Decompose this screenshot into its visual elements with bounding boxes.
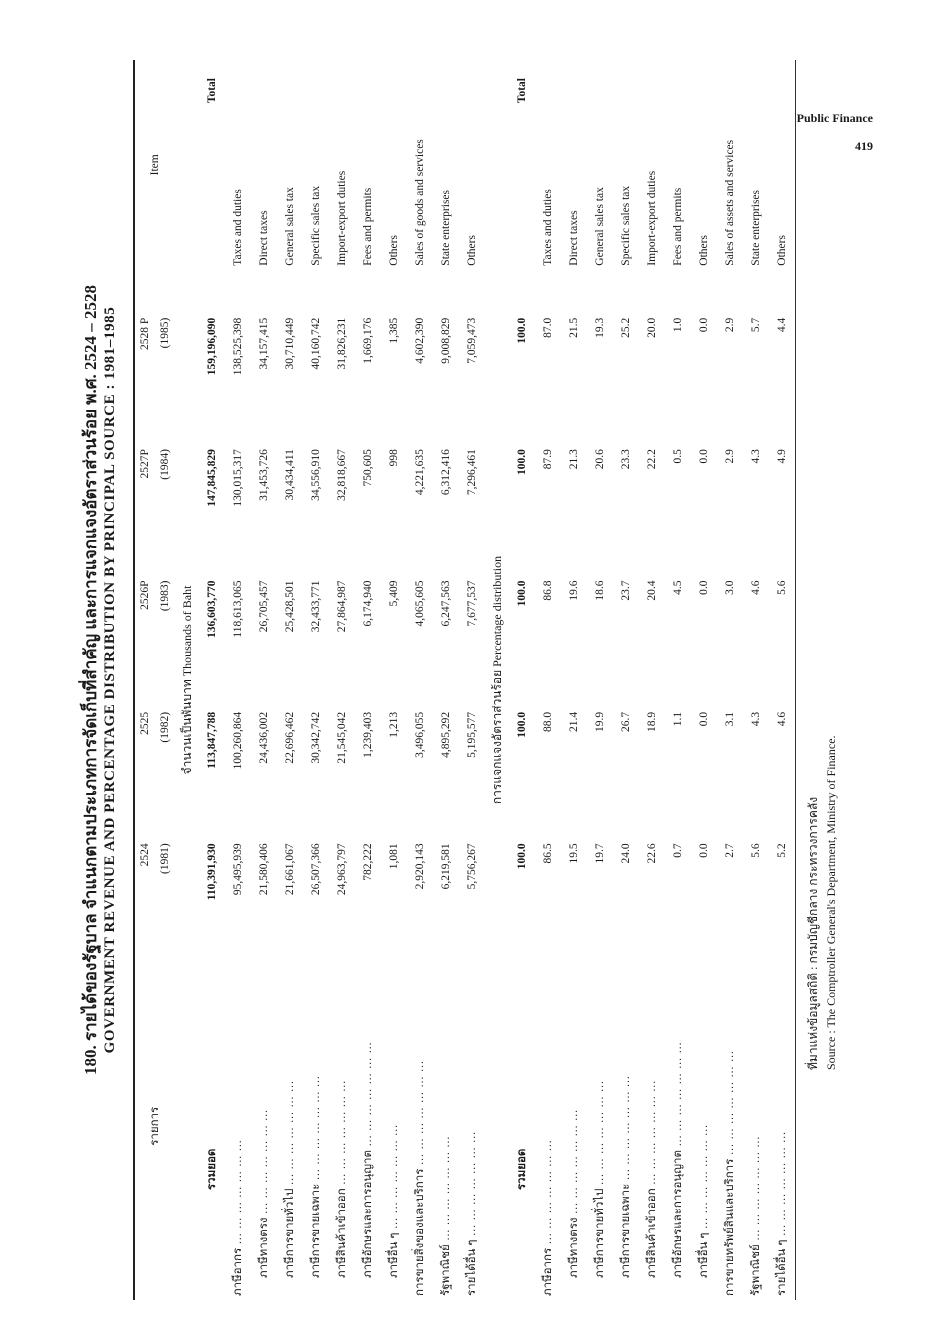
row-value: 782,222	[362, 843, 374, 881]
row-value: 20.6	[594, 449, 606, 470]
row-label-thai: ภาษีอากร ... .	[535, 953, 561, 1300]
row-value: 21,661,067	[284, 843, 296, 896]
row-label-thai: ภาษีทางตรง ... .	[561, 953, 587, 1300]
table-row	[381, 60, 407, 1300]
row-value: 1.1	[672, 711, 684, 727]
row-label-thai: การขายทรัพย์สินและบริการ ... .	[717, 953, 743, 1300]
row-value: 2.9	[724, 449, 736, 464]
row-value: 4,895,292	[440, 711, 452, 758]
row-value: 24.0	[620, 843, 632, 864]
row-value: 21.3	[568, 449, 580, 470]
section-title: Public Finance	[796, 111, 873, 125]
row-value: 1,669,176	[362, 317, 374, 364]
row-value: 18.9	[646, 711, 658, 733]
row-label-thai: ภาษีสินค้าเข้าออก ... .	[329, 953, 355, 1300]
row-value: 21.4	[568, 711, 580, 733]
row-value: 1,239,403	[362, 711, 374, 758]
amount-section	[175, 60, 485, 1300]
row-label-english: Others	[776, 235, 788, 266]
row-value: 34,157,415	[258, 317, 270, 370]
row-value: 5.2	[776, 843, 788, 858]
row-value: 4,602,390	[414, 317, 426, 364]
row-value: 27,864,987	[336, 580, 348, 633]
row-label-thai: รัฐพาณิชย์ ... .	[743, 953, 769, 1300]
row-label-english: Others	[698, 235, 710, 266]
row-value: 100.0	[516, 580, 528, 607]
table-row	[769, 60, 795, 1300]
row-label-thai: ภาษีอักษรและการอนุญาต ... .	[665, 953, 691, 1300]
row-label-thai: รัฐพาณิชย์ ... .	[433, 953, 459, 1300]
row-label-english: Sales of assets and services	[724, 139, 736, 266]
row-value: 5.7	[750, 317, 762, 333]
row-value: 31,826,231	[336, 317, 348, 370]
row-value: 26.7	[620, 711, 632, 733]
row-value: 0.0	[698, 317, 710, 333]
rotated-table-page	[80, 60, 860, 1300]
row-value: 100.0	[516, 449, 528, 475]
table-row	[665, 60, 691, 1300]
row-value: 1,213	[388, 711, 400, 738]
row-value: 21,580,406	[258, 843, 270, 896]
row-label-english: Import-export duties	[646, 170, 658, 266]
row-value: 110,391,930	[206, 843, 218, 901]
row-value: 23.3	[620, 449, 632, 470]
row-label-english: Others	[388, 235, 400, 266]
row-value: 31,453,726	[258, 449, 270, 501]
source-note	[804, 60, 840, 1300]
table-row	[355, 60, 381, 1300]
year-header-ad: (1985)	[159, 317, 171, 349]
row-value: 0.0	[698, 449, 710, 464]
table-row	[717, 60, 743, 1300]
row-value: 159,196,090	[206, 317, 218, 376]
row-label-english: General sales tax	[284, 187, 296, 266]
row-label-thai: ภาษีอักษรและการอนุญาต ... .	[355, 953, 381, 1300]
row-value: 30,342,742	[310, 711, 322, 764]
row-value: 0.0	[698, 843, 710, 858]
row-label-thai: รวมยอด	[206, 1148, 218, 1190]
item-thai-header: รายการ	[149, 1106, 161, 1146]
row-value: 20.4	[646, 580, 658, 601]
row-label-thai: ภาษีอื่น ๆ ... .	[381, 953, 407, 1300]
row-value: 25.2	[620, 317, 632, 338]
row-value: 22.2	[646, 449, 658, 470]
row-value: 26,507,366	[310, 843, 322, 896]
row-label-english: General sales tax	[594, 187, 606, 266]
amount-section-label: จำนวนเป็นพันบาท Thousands of Baht	[179, 585, 194, 775]
row-value: 19.6	[568, 580, 580, 601]
row-value: 2.7	[724, 843, 736, 858]
row-value: 88.0	[542, 711, 554, 733]
table-row	[459, 60, 485, 1300]
row-value: 6,247,563	[440, 580, 452, 627]
row-value: 5,195,577	[466, 711, 478, 758]
source-thai: ที่มาแห่งข้อมูลสถิติ : กรมบัญชีกลาง กระทรวงการคลัง	[806, 796, 820, 1070]
year-header-be: 2528 P	[139, 317, 151, 350]
row-label-english: Total	[516, 78, 528, 104]
table-row	[407, 60, 433, 1300]
row-label-english: Specific sales tax	[620, 185, 632, 266]
row-value: 3.1	[724, 711, 736, 727]
table-row	[199, 60, 225, 1300]
table-title-thai: 180. รายได้ของรัฐบาล จำแนกตามประเภทการจัดเก็บที่สำคัญ และการแจกแจงอัตราส่วนร้อย พ.ศ. 2524 – 2528	[81, 284, 100, 1076]
row-label-english: State enterprises	[440, 190, 452, 266]
row-value: 19.9	[594, 711, 606, 733]
row-value: 147,845,829	[206, 449, 218, 507]
row-value: 100,260,864	[232, 711, 244, 770]
row-value: 5.6	[776, 580, 788, 595]
row-label-thai: ภาษีการขายเฉพาะ ... .	[303, 953, 329, 1300]
table-row	[225, 60, 251, 1300]
table-row	[613, 60, 639, 1300]
row-label-english: Specific sales tax	[310, 185, 322, 266]
row-value: 1.0	[672, 317, 684, 333]
revenue-table	[135, 60, 795, 1300]
row-label-english: Direct taxes	[258, 210, 270, 266]
row-label-english: State enterprises	[750, 190, 762, 266]
row-value: 6,174,940	[362, 580, 374, 627]
row-value: 4.9	[776, 449, 788, 464]
row-value: 113,847,788	[206, 711, 218, 769]
row-label-thai: ภาษีอากร ... .	[225, 953, 251, 1300]
percent-section	[485, 60, 795, 1300]
row-value: 5.6	[750, 843, 762, 858]
row-value: 30,434,411	[284, 449, 296, 501]
row-value: 19.7	[594, 843, 606, 864]
row-label-thai: ภาษีทางตรง ... .	[251, 953, 277, 1300]
row-value: 7,296,461	[466, 449, 478, 496]
year-header-be: 2526P	[139, 580, 151, 610]
row-label-thai: ภาษีการขายเฉพาะ ... .	[613, 953, 639, 1300]
row-value: 95,495,939	[232, 843, 244, 896]
row-value: 4.3	[750, 449, 762, 464]
row-label-english: Total	[206, 78, 218, 104]
row-value: 3,496,055	[414, 711, 426, 758]
row-value: 34,556,910	[310, 449, 322, 501]
row-value: 86.8	[542, 580, 554, 601]
row-value: 4,221,635	[414, 449, 426, 496]
year-header-be: 2524	[139, 843, 151, 867]
row-value: 7,059,473	[466, 317, 478, 364]
row-value: 4.5	[672, 580, 684, 595]
row-value: 3.0	[724, 580, 736, 595]
row-value: 0.7	[672, 843, 684, 858]
row-label-thai: ภาษีการขายทั่วไป ... .	[277, 953, 303, 1300]
row-value: 19.5	[568, 843, 580, 864]
row-value: 22.6	[646, 843, 658, 864]
row-value: 19.3	[594, 317, 606, 338]
row-value: 18.6	[594, 580, 606, 601]
row-label-thai: รายได้อื่น ๆ ... .	[459, 953, 485, 1300]
row-value: 0.5	[672, 449, 684, 464]
row-value: 86.5	[542, 843, 554, 864]
row-value: 40,160,742	[310, 317, 322, 370]
row-value: 9,008,829	[440, 317, 452, 364]
row-value: 4.4	[776, 317, 788, 333]
row-value: 87.9	[542, 449, 554, 470]
row-label-thai: ภาษีสินค้าเข้าออก ... .	[639, 953, 665, 1300]
row-value: 32,433,771	[310, 580, 322, 633]
row-value: 21,545,042	[336, 711, 348, 764]
year-header-ad: (1983)	[159, 580, 171, 612]
row-label-thai: ภาษีการขายทั่วไป ... .	[587, 953, 613, 1300]
row-value: 24,963,797	[336, 843, 348, 896]
row-value: 26,705,457	[258, 580, 270, 633]
row-value: 22,696,462	[284, 711, 296, 764]
row-value: 1,385	[388, 317, 400, 344]
row-value: 100.0	[516, 711, 528, 738]
row-value: 5,409	[388, 580, 400, 607]
year-header-be: 2525	[139, 711, 151, 735]
row-value: 0.0	[698, 580, 710, 595]
row-label-english: Import-export duties	[336, 170, 348, 266]
row-value: 4.3	[750, 711, 762, 727]
row-label-english: Taxes and duties	[232, 189, 244, 266]
row-value: 4.6	[750, 580, 762, 595]
table-row	[561, 60, 587, 1300]
row-value: 0.0	[698, 711, 710, 727]
row-value: 118,613,065	[232, 580, 244, 638]
row-value: 87.0	[542, 317, 554, 338]
row-value: 24,436,002	[258, 711, 270, 764]
row-value: 5,756,267	[466, 843, 478, 890]
row-value: 100.0	[516, 843, 528, 870]
row-value: 4.6	[776, 711, 788, 727]
row-label-english: Direct taxes	[568, 210, 580, 266]
row-label-english: Taxes and duties	[542, 189, 554, 266]
table-row	[251, 60, 277, 1300]
table-row	[639, 60, 665, 1300]
row-value: 136,603,770	[206, 580, 218, 638]
percent-section-label: การแจกแจงอัตราส่วนร้อย Percentage distribution	[489, 555, 504, 805]
row-label-english: Sales of goods and services	[414, 139, 426, 266]
table-row	[277, 60, 303, 1300]
row-value: 1,081	[388, 843, 400, 870]
table-title-english: GOVERNMENT REVENUE AND PERCENTAGE DISTRIBUTION BY PRINCIPAL SOURCE : 1981–1985	[102, 306, 118, 1054]
table-row	[303, 60, 329, 1300]
row-value: 138,525,398	[232, 317, 244, 376]
row-value: 2,920,143	[414, 843, 426, 890]
source-english: Source : The Comptroller General's Department, Ministry of Finance.	[824, 735, 838, 1070]
row-value: 30,710,449	[284, 317, 296, 370]
bottom-rule	[795, 60, 796, 1300]
row-value: 6,312,416	[440, 449, 452, 496]
row-value: 32,818,667	[336, 449, 348, 501]
table-row	[535, 60, 561, 1300]
table-row	[691, 60, 717, 1300]
row-label-thai: รายได้อื่น ๆ ... .	[769, 953, 795, 1300]
row-value: 998	[388, 449, 400, 467]
row-value: 21.5	[568, 317, 580, 338]
row-label-thai: ภาษีอื่น ๆ ... .	[691, 953, 717, 1300]
row-label-thai: รวมยอด	[516, 1148, 528, 1190]
page-number: 419	[855, 139, 873, 153]
row-label-english: Fees and permits	[672, 187, 684, 266]
row-value: 23.7	[620, 580, 632, 601]
row-value: 20.0	[646, 317, 658, 338]
year-header-ad: (1981)	[159, 843, 171, 874]
table-row	[433, 60, 459, 1300]
table-row	[509, 60, 535, 1300]
row-value: 6,219,581	[440, 843, 452, 890]
row-value: 25,428,501	[284, 580, 296, 633]
row-value: 2.9	[724, 317, 736, 333]
table-row	[743, 60, 769, 1300]
year-header-ad: (1982)	[159, 711, 171, 743]
row-value: 130,015,317	[232, 449, 244, 507]
row-value: 7,677,537	[466, 580, 478, 627]
item-english-header: Item	[149, 154, 161, 176]
year-header-be: 2527P	[139, 449, 151, 479]
row-value: 100.0	[516, 317, 528, 344]
row-label-english: Fees and permits	[362, 187, 374, 266]
row-value: 4,065,605	[414, 580, 426, 627]
table-row	[587, 60, 613, 1300]
row-label-english: Others	[466, 235, 478, 266]
table-row	[329, 60, 355, 1300]
row-value: 750,605	[362, 449, 374, 487]
year-header-ad: (1984)	[159, 449, 171, 480]
row-label-thai: การขายสิ่งของและบริการ ... .	[407, 953, 433, 1300]
